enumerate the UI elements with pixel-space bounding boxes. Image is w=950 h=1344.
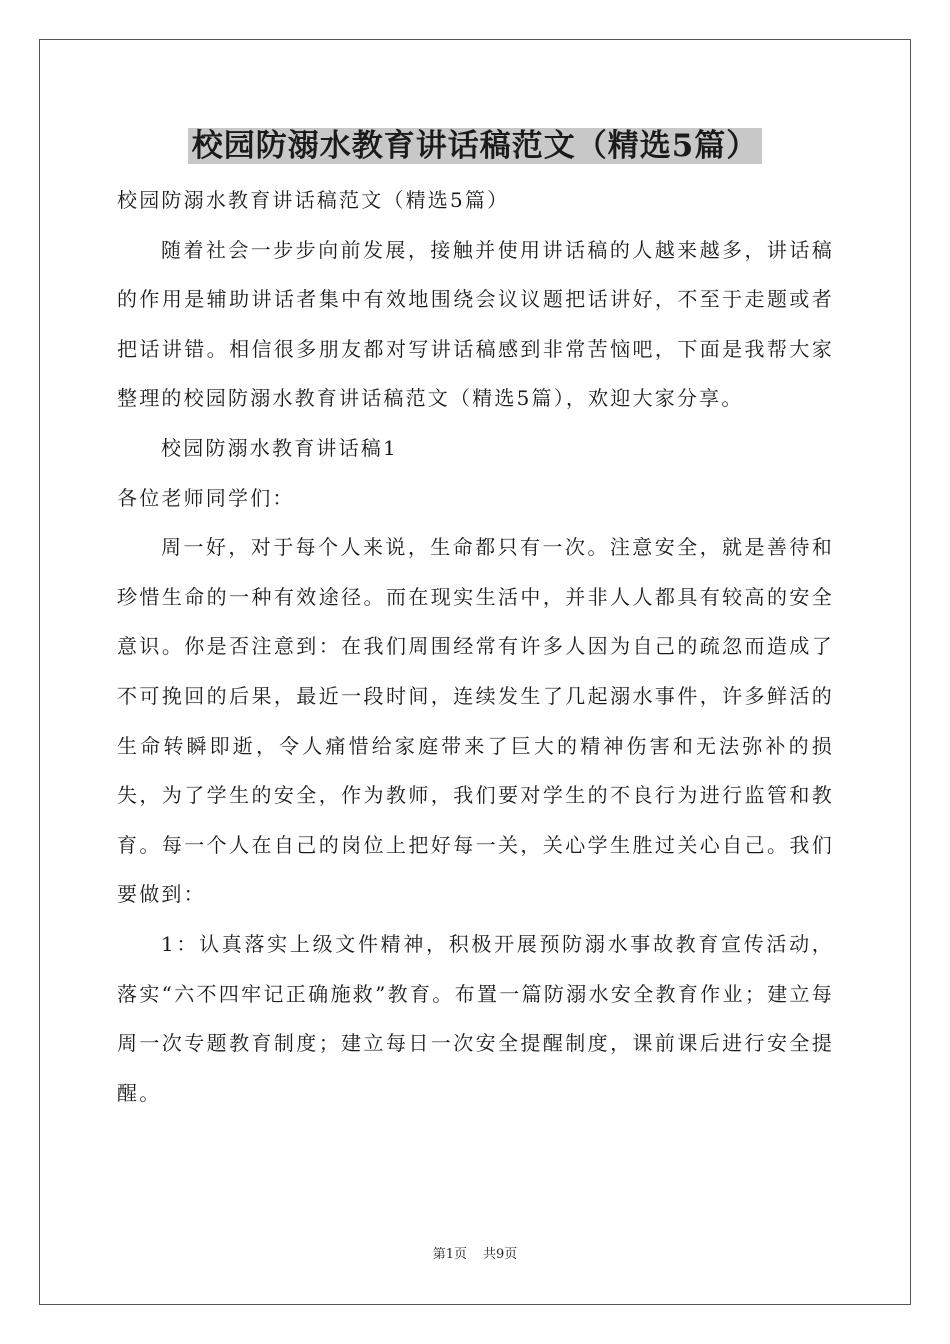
salutation-paragraph: 各位老师同学们： xyxy=(117,485,295,510)
page-total: 共9页 xyxy=(483,1247,518,1262)
body-paragraph: 周一好，对于每个人来说，生命都只有一次。注意安全，就是善待和珍惜生命的一种有效途径。而在现实生活中，并非人人都具有较高的安全意识。你是否注意到：在我们周围经常有许多人因为自己的疏忽而造成了不可挽回的后果，最近一段时间，连续发生了几起溺水事件，许多鲜活的生命转瞬即逝，令人痛惜给家庭带来了巨大的精神伤害和无法弥补的损失，为了学生的安全，作为教师，我们要对学生的不良行为进行监管和教育。每一个人在自己的岗位上把好每一关，关心学生胜过关心自己。我们要做到： xyxy=(117,535,834,907)
intro-paragraph: 随着社会一步步向前发展，接触并使用讲话稿的人越来越多，讲话稿的作用是辅助讲话者集中有效地围绕会议议题把话讲好，不至于走题或者把话讲错。相信很多朋友都对写讲话稿感到非常苦恼吧，下面是我帮大家整理的校园防溺水教育讲话稿范文（精选5篇），欢迎大家分享。 xyxy=(117,237,834,411)
list-item-paragraph: 1：认真落实上级文件精神，积极开展预防溺水事故教育宣传活动，落实“六不四牢记正确施救”教育。布置一篇防溺水安全教育作业；建立每周一次专题教育制度；建立每日一次安全提醒制度，课前课后进行安全提醒。 xyxy=(117,931,834,1105)
document-body xyxy=(117,176,834,1118)
subtitle-paragraph: 校园防溺水教育讲话稿范文（精选5篇） xyxy=(117,188,510,212)
page-footer xyxy=(0,1246,950,1264)
document-title-text: 校园防溺水教育讲话稿范文（精选5篇） xyxy=(188,128,763,164)
section-heading: 校园防溺水教育讲话稿1 xyxy=(161,435,398,460)
page-number: 第1页 xyxy=(432,1247,467,1262)
document-title xyxy=(0,124,950,168)
